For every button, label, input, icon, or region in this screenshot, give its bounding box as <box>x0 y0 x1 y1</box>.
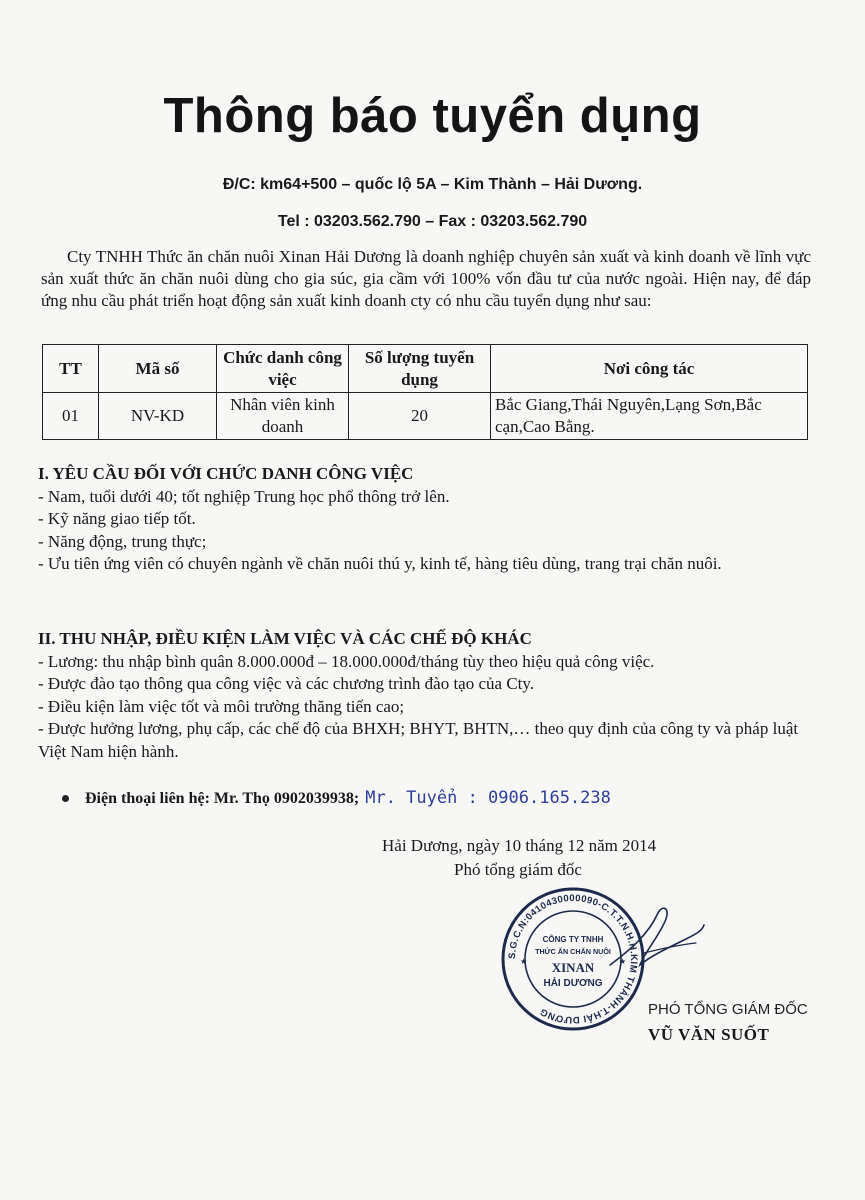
document-title: Thông báo tuyển dụng <box>163 89 702 143</box>
svg-text:★: ★ <box>520 957 528 966</box>
signature-name: VŨ VĂN SUỐT <box>648 1025 770 1044</box>
contact-handwritten: Mr. Tuyển : 0906.165.238 <box>365 788 611 808</box>
cell-position: Nhân viên kinh doanh <box>217 393 349 440</box>
benefit-item: - Lương: thu nhập bình quân 8.000.000đ – 18.000.000đ/tháng tùy theo hiệu quả công việc. <box>38 651 655 671</box>
date-line: Hải Dương, ngày 10 tháng 12 năm 2014 <box>382 836 657 855</box>
stamp-line: XINAN <box>551 960 595 975</box>
intro-paragraph: Cty TNHH Thức ăn chăn nuôi Xinan Hải Dương là doanh nghiệp chuyên sản xuất và kinh doanh về lĩnh vực sản xuất thức ăn chăn nuôi dùng cho gia súc, gia cầm với 100% vốn đầu tư của nước ngoài. Hiện nay, để đáp ứng nhu cầu phát triển hoạt động sản xuất kinh doanh cty có nhu cầu tuyển dụng như sau: <box>41 247 811 310</box>
contact-printed: Điện thoại liên hệ: Mr. Thọ 0902039938; <box>85 790 360 807</box>
signature-mark <box>600 895 710 985</box>
company-address: Đ/C: km64+500 – quốc lộ 5A – Kim Thành – Hải Dương. <box>222 176 643 193</box>
section-requirements-heading: I. YÊU CẦU ĐỐI VỚI CHỨC DANH CÔNG VIỆC <box>38 464 414 483</box>
header-quantity: Số lượng tuyển dụng <box>349 345 491 393</box>
company-phone-fax: Tel : 03203.562.790 – Fax : 03203.562.790 <box>277 213 588 230</box>
section-requirements <box>38 463 818 576</box>
signature-role: PHÓ TỔNG GIÁM ĐỐC <box>648 1001 808 1018</box>
benefit-item: - Được hưởng lương, phụ cấp, các chế độ của BHXH; BHYT, BHTN,… theo quy định của công ty và pháp luật Việt Nam hiện hành. <box>38 719 799 761</box>
contact-line <box>62 788 611 808</box>
stamp-line: CÔNG TY TNHH <box>542 935 604 944</box>
header-tt: TT <box>43 345 99 393</box>
header-code: Mã số <box>99 345 217 393</box>
stamp-line: THỨC ĂN CHĂN NUÔI <box>535 947 611 956</box>
header-position: Chức danh công việc <box>217 345 349 393</box>
section-benefits-heading: II. THU NHẬP, ĐIỀU KIỆN LÀM VIỆC VÀ CÁC CHẾ ĐỘ KHÁC <box>38 629 532 648</box>
bullet-icon <box>62 795 69 802</box>
cell-code: NV-KD <box>99 393 217 440</box>
job-table <box>42 344 808 440</box>
table-header-row <box>43 345 808 393</box>
cell-location: Bắc Giang,Thái Nguyên,Lạng Sơn,Bắc cạn,Cao Bằng. <box>491 393 808 440</box>
requirement-item: - Kỹ năng giao tiếp tốt. <box>38 509 196 528</box>
stamp-ring-text: S.G.C.N:0410430000090-C.T.T.N.H.H.KIM THÀNH-T.HẢI DƯƠNG <box>506 892 640 1026</box>
benefit-item: - Được đào tạo thông qua công việc và các chương trình đào tạo của Cty. <box>38 674 535 693</box>
header-location: Nơi công tác <box>491 345 808 393</box>
requirement-item: - Ưu tiên ứng viên có chuyên ngành về chăn nuôi thú y, kinh tế, hàng tiêu dùng, trang trại chăn nuôi. <box>38 554 722 573</box>
benefit-item: - Điều kiện làm việc tốt và môi trường thăng tiến cao; <box>38 696 405 716</box>
stamp-line: HẢI DƯƠNG <box>543 978 603 989</box>
requirement-item: - Năng động, trung thực; <box>38 531 207 551</box>
table-row <box>43 393 808 440</box>
section-benefits <box>38 628 818 763</box>
signer-role: Phó tổng giám đốc <box>454 860 582 879</box>
cell-quantity: 20 <box>349 393 491 440</box>
cell-tt: 01 <box>43 393 99 440</box>
svg-text:★: ★ <box>619 957 627 966</box>
requirement-item: - Nam, tuổi dưới 40; tốt nghiệp Trung học phổ thông trở lên. <box>38 486 450 506</box>
